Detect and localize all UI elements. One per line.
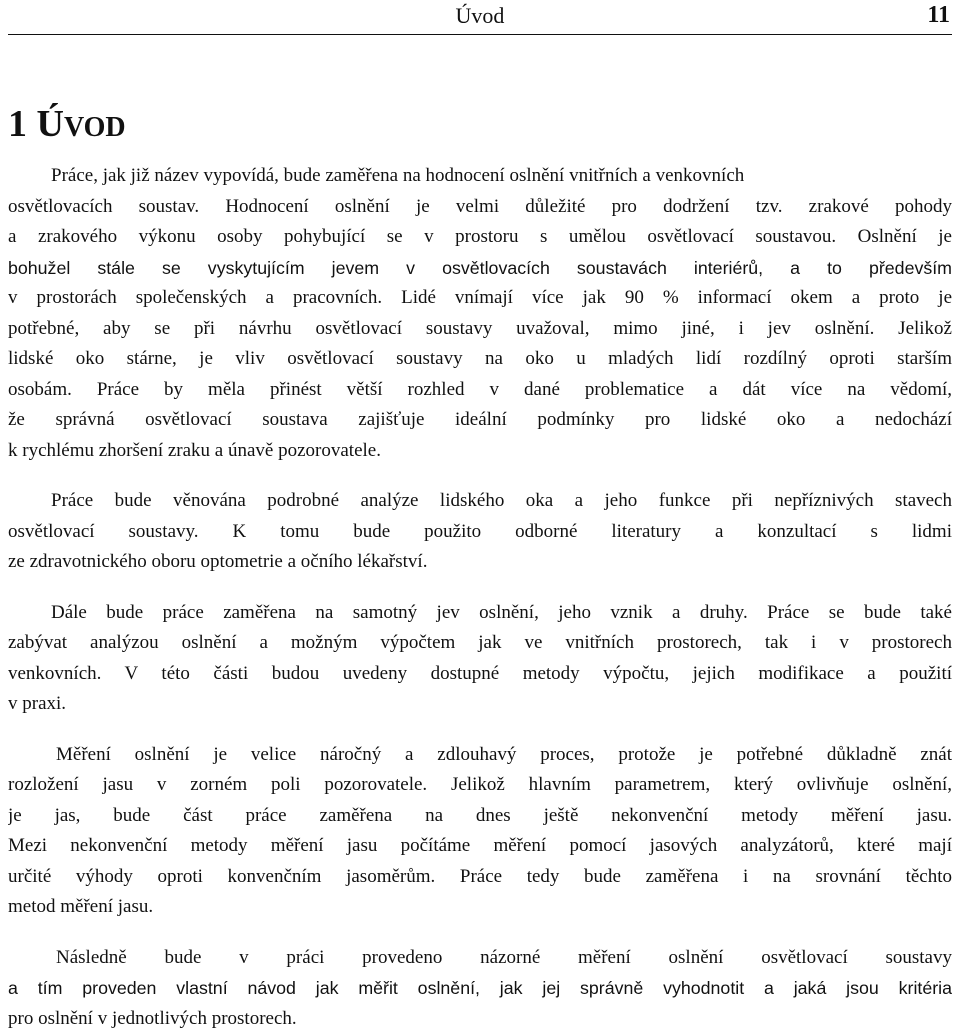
text-line: že správná osvětlovací soustava zajišťuje ideální podmínky pro lidské oko a nedochází (8, 405, 952, 436)
text-line: zabývat analýzou oslnění a možným výpočtem jak ve vnitřních prostorech, tak i v prostorech (8, 628, 952, 659)
header-page-number: 11 (927, 2, 950, 28)
paragraph-4 (8, 740, 952, 923)
text-line: osobám. Práce by měla přinést větší rozhled v dané problematice a dát více na vědomí, (8, 375, 952, 406)
text-line: Práce bude věnována podrobné analýze lidského oka a jeho funkce při nepříznivých stavech (8, 486, 952, 517)
text-line: bohužel stále se vyskytujícím jevem v osvětlovacích soustavách interiérů, a to především (8, 253, 952, 284)
body-text (8, 161, 952, 1034)
text-line: metod měření jasu. (8, 892, 952, 923)
text-line: venkovních. V této části budou uvedeny dostupné metody výpočtu, jejich modifikace a použití (8, 659, 952, 690)
text-line: určité výhody oproti konvenčním jasoměrům. Práce tedy bude zaměřena i na srovnání těchto (8, 862, 952, 893)
text-line: v prostorách společenských a pracovních. Lidé vnímají více jak 90 % informací okem a proto je (8, 283, 952, 314)
text-line: ze zdravotnického oboru optometrie a očního lékařství. (8, 547, 952, 578)
paragraph-gap (8, 466, 952, 486)
text-line: lidské oko stárne, je vliv osvětlovací soustavy na oko u mladých lidí rozdílný oproti starším (8, 344, 952, 375)
paragraph-3 (8, 598, 952, 720)
running-header (8, 0, 952, 35)
paragraph-5 (8, 943, 952, 1034)
paragraph-gap (8, 578, 952, 598)
text-line: osvětlovacích soustav. Hodnocení oslnění je velmi důležité pro dodržení tzv. zrakové pohody (8, 192, 952, 223)
text-line: Dále bude práce zaměřena na samotný jev oslnění, jeho vznik a druhy. Práce se bude také (8, 598, 952, 629)
text-line: Mezi nekonvenční metody měření jasu počítáme měření pomocí jasových analyzátorů, které mají (8, 831, 952, 862)
text-line: potřebné, aby se při návrhu osvětlovací soustavy uvažoval, mimo jiné, i jev oslnění. Jelikož (8, 314, 952, 345)
text-line: v praxi. (8, 689, 952, 720)
text-line: pro oslnění v jednotlivých prostorech. (8, 1004, 952, 1034)
text-line: Práce, jak již název vypovídá, bude zaměřena na hodnocení oslnění vnitřních a venkovních (8, 161, 952, 192)
paragraph-gap (8, 923, 952, 943)
text-line: k rychlému zhoršení zraku a únavě pozorovatele. (8, 436, 952, 467)
paragraph-2 (8, 486, 952, 578)
text-line: Měření oslnění je velice náročný a zdlouhavý proces, protože je potřebné důkladně znát (8, 740, 952, 771)
chapter-title-rest: VOD (64, 112, 126, 143)
header-chapter-title: Úvod (8, 4, 952, 28)
text-line: je jas, bude část práce zaměřena na dnes ještě nekonvenční metody měření jasu. (8, 801, 952, 832)
text-line: a tím proveden vlastní návod jak měřit oslnění, jak jej správně vyhodnotit a jaká jsou kritéria (8, 973, 952, 1004)
paragraph-1 (8, 161, 952, 466)
chapter-title-initial: Ú (37, 103, 64, 145)
text-line: Následně bude v práci provedeno názorné měření oslnění osvětlovací soustavy (8, 943, 952, 974)
text-line: rozložení jasu v zorném poli pozorovatele. Jelikož hlavním parametrem, který ovlivňuje oslnění, (8, 770, 952, 801)
paragraph-gap (8, 720, 952, 740)
chapter-heading (8, 100, 126, 152)
text-line: osvětlovací soustavy. K tomu bude použito odborné literatury a konzultací s lidmi (8, 517, 952, 548)
chapter-number: 1 (8, 103, 27, 145)
text-line: a zrakového výkonu osoby pohybující se v prostoru s umělou osvětlovací soustavou. Oslnění je (8, 222, 952, 253)
